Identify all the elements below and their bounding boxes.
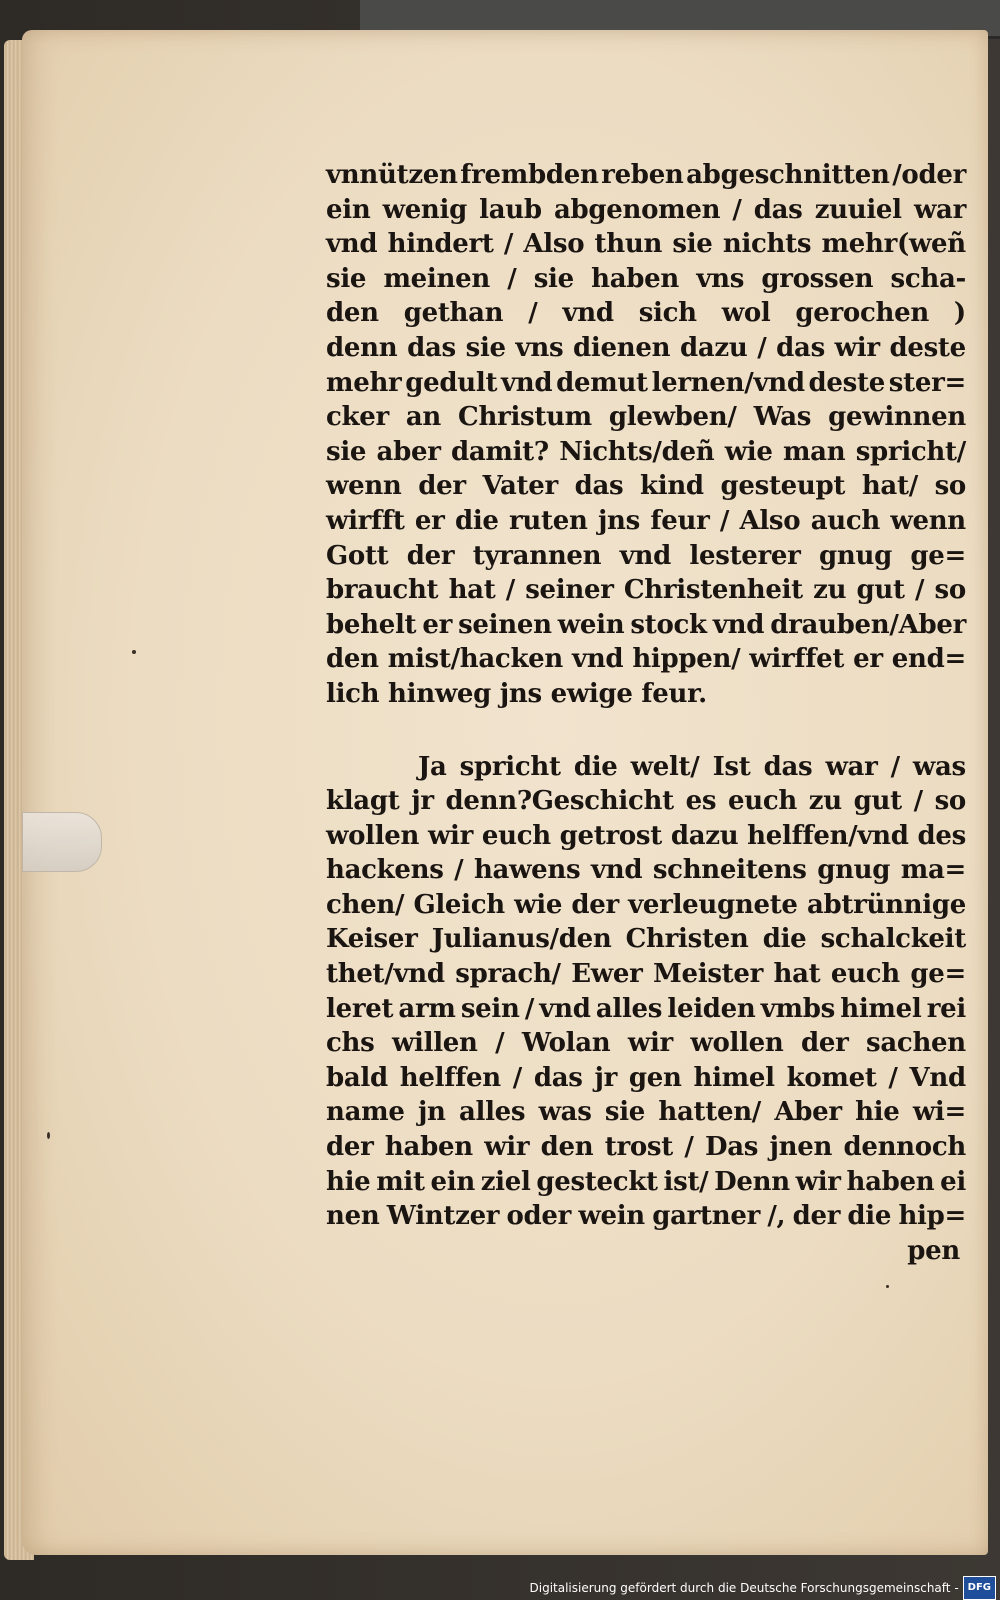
catchword-text: pen <box>907 1235 960 1266</box>
word: rei <box>926 993 966 1024</box>
word: er <box>853 644 883 675</box>
word: euch <box>830 959 900 990</box>
text-line-content: lich hinweg jns ewige feur. <box>326 678 707 709</box>
word: scha- <box>890 263 966 294</box>
word: jn <box>417 1097 446 1128</box>
word: ster= <box>888 367 966 398</box>
word: es <box>685 786 717 817</box>
word: getrost <box>559 820 662 851</box>
text-line <box>326 1130 966 1165</box>
word: hat/ <box>861 471 918 502</box>
word: des <box>917 820 966 851</box>
text-line <box>326 262 966 297</box>
word: man <box>782 436 846 467</box>
word: sie <box>533 263 574 294</box>
word: chs <box>326 1028 375 1059</box>
text-line <box>326 608 966 643</box>
word: euch <box>481 820 551 851</box>
word: tyrannen <box>472 540 602 571</box>
word: Denn <box>714 1166 790 1197</box>
text-line <box>326 1095 966 1130</box>
word: er <box>414 505 445 536</box>
word: haben <box>384 1132 473 1163</box>
ink-speck <box>132 650 136 654</box>
word: mehr(weñ <box>821 229 966 260</box>
word: Vater <box>482 471 558 502</box>
word: thet/vnd <box>326 959 445 990</box>
word: himel <box>840 993 922 1024</box>
word: die <box>847 1201 892 1232</box>
word: wol <box>721 298 771 329</box>
word: reben <box>601 160 684 190</box>
word: wi= <box>912 1097 966 1128</box>
word: der <box>571 889 619 920</box>
word: das <box>407 332 456 363</box>
word: vns <box>696 263 745 294</box>
text-line <box>326 1061 966 1096</box>
digitization-credit <box>530 1578 997 1598</box>
word: wir <box>627 1028 673 1059</box>
text-line <box>326 158 966 193</box>
word: / <box>890 751 900 782</box>
word: behelt <box>326 609 417 640</box>
word: jr <box>594 1062 617 1093</box>
word: alles <box>458 1097 526 1128</box>
word: auch <box>810 505 880 536</box>
word: himel <box>693 1062 775 1093</box>
word: abgenomen <box>553 194 721 225</box>
word: hackens <box>326 855 444 886</box>
word: der <box>418 471 466 502</box>
word: die <box>762 924 807 955</box>
text-line <box>326 366 966 401</box>
word: demut <box>556 367 648 398</box>
word: seinen <box>458 609 552 640</box>
word: war <box>825 751 878 782</box>
word: abgeschnitten <box>686 160 890 190</box>
word: vns <box>515 332 564 363</box>
word: gen <box>628 1062 682 1093</box>
word: / <box>503 229 514 260</box>
word: welt/ <box>630 751 700 782</box>
word: name <box>326 1097 405 1128</box>
text-line <box>326 193 966 228</box>
word: spricht <box>459 751 561 782</box>
word: deste <box>808 367 885 398</box>
word: ist/ <box>663 1166 709 1197</box>
word: vnd <box>712 609 765 640</box>
word: so <box>934 786 966 817</box>
word: / <box>524 993 535 1024</box>
word: leret <box>326 993 394 1024</box>
word: sich <box>638 298 697 329</box>
word: glewben/ <box>608 402 737 433</box>
word: verleugnete <box>628 889 798 920</box>
word: gethan <box>403 298 504 329</box>
text-line <box>326 957 966 992</box>
word: ein <box>430 1166 475 1197</box>
text-line <box>326 677 966 712</box>
word: ziel <box>480 1166 531 1197</box>
word: hat <box>773 959 821 990</box>
word: den <box>540 1132 594 1163</box>
word: seiner <box>525 575 614 606</box>
word: wenn <box>326 471 402 502</box>
word: vnnützen <box>326 160 458 190</box>
word: ruten <box>509 505 588 536</box>
word: Gott <box>326 540 389 571</box>
word: das <box>753 194 803 225</box>
word: abtrünnige <box>806 889 966 920</box>
word: lernen/vnd <box>651 367 805 398</box>
word: wirfft <box>326 505 405 536</box>
text-line <box>326 922 966 957</box>
word: Ewer <box>571 959 643 990</box>
word: vnd <box>590 855 643 886</box>
text-line <box>326 642 966 677</box>
bookmark-tab <box>22 812 102 872</box>
ink-speck <box>47 1132 50 1139</box>
text-line <box>326 853 966 888</box>
word: zu <box>813 575 847 606</box>
text-line <box>326 819 966 854</box>
word: wir <box>427 820 474 851</box>
word: kind <box>640 471 704 502</box>
word: denn <box>326 332 398 363</box>
word: das <box>776 332 825 363</box>
paragraph-gap <box>326 712 966 750</box>
word: wollen <box>690 1028 784 1059</box>
word: wir <box>834 332 880 363</box>
word: mist/hacken <box>387 644 564 675</box>
word: ge= <box>910 959 966 990</box>
word: war <box>913 194 966 225</box>
word: gesteupt <box>720 471 846 502</box>
word: hawens <box>473 855 581 886</box>
word: hindert <box>387 229 494 260</box>
text-line <box>326 435 966 470</box>
word: wenig <box>382 194 467 225</box>
word: bald <box>326 1062 388 1093</box>
word: end= <box>891 644 966 675</box>
word: der <box>326 1132 374 1163</box>
word: / <box>684 1132 694 1163</box>
word: wirffet <box>749 644 845 675</box>
word: / <box>454 855 464 886</box>
word: Das <box>704 1132 759 1163</box>
word: vnd <box>326 229 378 260</box>
word: ein <box>326 194 371 225</box>
word: mit <box>376 1166 425 1197</box>
text-line <box>326 400 966 435</box>
word: gerochen <box>795 298 929 329</box>
word: ge= <box>910 540 966 571</box>
word: spricht/ <box>855 436 966 467</box>
text-line <box>326 539 966 574</box>
word: denn?Geschicht <box>445 786 674 817</box>
page-text <box>326 158 966 1268</box>
word: wenn <box>890 505 966 536</box>
word: dennoch <box>843 1132 966 1163</box>
word: nen <box>326 1201 380 1232</box>
text-line <box>326 750 966 785</box>
word: vnd <box>572 644 624 675</box>
word: / <box>495 1028 505 1059</box>
word: wie <box>724 436 773 467</box>
word: gnug <box>818 540 892 571</box>
word: Christen <box>625 924 749 955</box>
word: so <box>934 575 966 606</box>
word: thun <box>594 229 663 260</box>
word: das <box>763 751 813 782</box>
word: Vnd <box>909 1062 966 1093</box>
word: willen <box>391 1028 478 1059</box>
word: alles <box>595 993 663 1024</box>
word: wein <box>578 1201 645 1232</box>
word: / <box>757 332 767 363</box>
word: gut <box>856 575 905 606</box>
word: chen/ <box>326 889 405 920</box>
word: schneitens <box>652 855 807 886</box>
text-line <box>326 227 966 262</box>
word: / <box>507 263 517 294</box>
word: deste <box>889 332 966 363</box>
word: Christum <box>458 402 592 433</box>
word: hippen/ <box>632 644 741 675</box>
word: Ja <box>418 751 447 782</box>
word: der <box>801 1028 849 1059</box>
word: helffen/vnd <box>747 820 909 851</box>
word: laub <box>479 194 542 225</box>
text-line <box>326 296 966 331</box>
word: trost <box>604 1132 673 1163</box>
word: damit? <box>450 436 549 467</box>
word: Aber <box>774 1097 842 1128</box>
word: vmbs <box>760 993 835 1024</box>
word: feur <box>650 505 710 536</box>
word: /, <box>767 1201 786 1232</box>
text-line <box>326 1026 966 1061</box>
word: der <box>792 1201 841 1232</box>
word: ma= <box>900 855 966 886</box>
word: sie <box>465 332 506 363</box>
word: Was <box>753 402 812 433</box>
word: zu <box>808 786 842 817</box>
word: gedult <box>405 367 498 398</box>
word: drauben/Aber <box>770 609 966 640</box>
word: an <box>405 402 442 433</box>
word: das <box>533 1062 583 1093</box>
word: das <box>574 471 624 502</box>
word: / <box>915 575 925 606</box>
word: / <box>528 298 538 329</box>
word: sie <box>604 1097 646 1128</box>
word: helffen <box>399 1062 501 1093</box>
word: jr <box>411 786 434 817</box>
word: sie <box>326 436 367 467</box>
word: Ist <box>712 751 751 782</box>
word: die <box>573 751 618 782</box>
word: oder <box>506 1201 572 1232</box>
word: Also <box>523 229 585 260</box>
word: klagt <box>326 786 400 817</box>
text-line <box>326 573 966 608</box>
word: sie <box>672 229 713 260</box>
word: wollen <box>326 820 420 851</box>
word: gesteckt <box>536 1166 658 1197</box>
word: arm <box>398 993 456 1024</box>
word: haben <box>591 263 680 294</box>
word: Wintzer <box>386 1201 500 1232</box>
credit-text: Digitalisierung gefördert durch die Deutsche Forschungsgemeinschaft - <box>529 1581 959 1595</box>
word: gut <box>853 786 902 817</box>
word: so <box>934 471 966 502</box>
word: Also <box>739 505 801 536</box>
word: Keiser <box>326 924 418 955</box>
word: / <box>719 505 730 536</box>
word: Wolan <box>521 1028 611 1059</box>
word: der <box>406 540 455 571</box>
word: sachen <box>866 1028 966 1059</box>
word: wein <box>557 609 625 640</box>
word: schalckeit <box>820 924 966 955</box>
word: hatten/ <box>658 1097 762 1128</box>
text-line <box>326 1165 966 1200</box>
text-line <box>326 469 966 504</box>
word: den <box>326 644 379 675</box>
word: wir <box>795 1166 841 1197</box>
word: haben <box>846 1166 935 1197</box>
word: Julianus/den <box>431 924 612 955</box>
word: ei <box>940 1166 966 1197</box>
word: mehr <box>326 367 402 398</box>
ink-speck <box>886 1285 889 1288</box>
text-line <box>326 504 966 539</box>
word: / <box>505 575 515 606</box>
word: leiden <box>667 993 756 1024</box>
word: / <box>732 194 742 225</box>
word: grossen <box>761 263 874 294</box>
word: dienen <box>573 332 671 363</box>
word: dazu <box>670 820 739 851</box>
word: vnd <box>501 367 553 398</box>
word: vnd <box>539 993 591 1024</box>
word: gewinnen <box>828 402 966 433</box>
word: was <box>538 1097 592 1128</box>
word: aber <box>376 436 441 467</box>
word: gartner <box>652 1201 760 1232</box>
word: nichts <box>722 229 812 260</box>
word: gnug <box>817 855 891 886</box>
word: sein <box>460 993 520 1024</box>
word: sprach/ <box>455 959 561 990</box>
word: die <box>454 505 499 536</box>
word: stock <box>630 609 707 640</box>
word: Meister <box>653 959 764 990</box>
text-line <box>326 784 966 819</box>
word: braucht <box>326 575 439 606</box>
word: / <box>913 786 923 817</box>
word: jns <box>597 505 641 536</box>
text-line <box>326 1199 966 1234</box>
word: dazu <box>679 332 748 363</box>
word: hip= <box>898 1201 966 1232</box>
word: vnd <box>619 540 671 571</box>
word: frembden <box>460 160 599 190</box>
word: cker <box>326 402 389 433</box>
word: vnd <box>562 298 614 329</box>
word: ) <box>953 298 966 329</box>
word: lesterer <box>689 540 801 571</box>
word: / <box>888 1062 898 1093</box>
word: / <box>512 1062 522 1093</box>
word: sie <box>326 263 367 294</box>
word: Gleich <box>413 889 505 920</box>
text-line <box>326 888 966 923</box>
word: komet <box>786 1062 877 1093</box>
word: wir <box>484 1132 530 1163</box>
word: den <box>326 298 379 329</box>
word: /oder <box>892 160 966 190</box>
text-line <box>326 992 966 1027</box>
word: hat <box>448 575 496 606</box>
word: was <box>912 751 966 782</box>
word: wie <box>514 889 563 920</box>
catchword <box>326 1234 966 1269</box>
word: Christenheit <box>623 575 803 606</box>
word: meinen <box>383 263 490 294</box>
word: hie <box>326 1166 371 1197</box>
word: er <box>422 609 452 640</box>
word: euch <box>727 786 797 817</box>
word: Nichts/deñ <box>559 436 715 467</box>
text-line <box>326 331 966 366</box>
word: jnen <box>769 1132 833 1163</box>
dfg-logo: DFG <box>963 1576 996 1600</box>
word: zuuiel <box>814 194 902 225</box>
word: hie <box>855 1097 900 1128</box>
